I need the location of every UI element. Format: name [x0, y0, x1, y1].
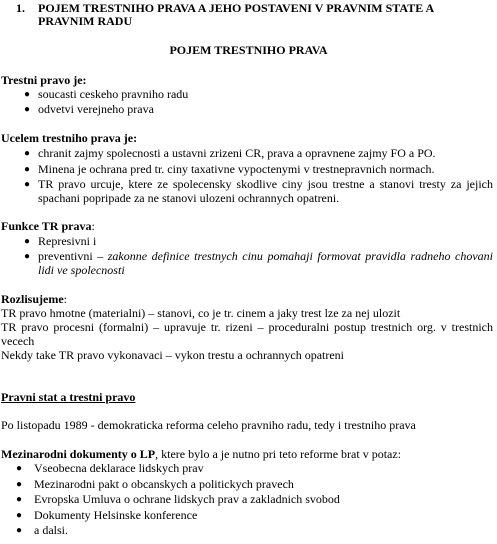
list-item: a dalsi.	[34, 523, 68, 537]
mezinarodni-label-rest: , ktere bylo a je nutno pri teto reforme brat v potaz:	[155, 447, 402, 461]
bullet-icon: ●	[24, 164, 31, 175]
rozlisujeme-heading	[1, 292, 67, 307]
list-item: Evropska Umluva o ochrane lidskych prav a zakladnich svobod	[34, 492, 340, 506]
list-item: chranit zajmy spolecnosti a ustavni zrizeni CR, prava a opravnene zajmy FO a PO.	[38, 146, 436, 160]
bullet-icon: ●	[16, 479, 23, 490]
bullet-icon: ●	[24, 179, 31, 190]
bullet-icon: ●	[16, 510, 23, 521]
ucelem-label: Ucelem trestniho prava je:	[1, 131, 138, 145]
rozlisujeme-line: Nekdy take TR pravo vykonavaci – vykon trestu a ochrannych opatreni	[1, 348, 345, 362]
pravni-stat-heading: Pravni stat a trestni pravo	[1, 390, 136, 404]
list-item-line: spachani popripade za ne stanovi ulozeni ochrannych opatreni.	[38, 191, 340, 205]
bullet-icon: ●	[24, 236, 31, 247]
bullet-icon: ●	[24, 251, 31, 262]
heading-number: 1.	[16, 1, 25, 15]
funkce-item2-italic: zakonne definice trestnych cinu pomahaji formovat pravidla radneho chovani	[107, 249, 493, 263]
list-item-line: lidi ve spolecnosti	[38, 263, 125, 277]
bullet-icon: ●	[24, 148, 31, 159]
rozlisujeme-line: vecech	[1, 334, 35, 348]
rozlisujeme-label: Rozlisujeme	[1, 292, 64, 306]
list-item: odvetvi verejneho prava	[38, 102, 154, 116]
funkce-heading	[1, 219, 95, 234]
rozlisujeme-colon: :	[63, 292, 67, 306]
funkce-colon: :	[91, 219, 95, 233]
mezinarodni-heading	[1, 447, 401, 462]
bullet-icon: ●	[16, 525, 23, 536]
trestni-pravo-label: Trestni pravo je:	[1, 73, 87, 87]
list-item: Dokumenty Helsinske konference	[34, 508, 198, 522]
rozlisujeme-line: TR pravo hmotne (materialni) – stanovi, co je tr. cinem a jaky trest lze za nej ulozit	[1, 306, 401, 320]
bullet-icon: ●	[24, 89, 31, 100]
list-item: Vseobecna deklarace lidskych prav	[34, 461, 204, 475]
list-item-line	[38, 249, 493, 264]
section-title: POJEM TRESTNIHO PRAVA	[169, 43, 328, 57]
heading-line-1: POJEM TRESTNIHO PRAVA A JEHO POSTAVENI V PRAVNIM STATE A	[38, 1, 435, 15]
rozlisujeme-line: TR pravo procesni (formalni) – upravuje tr. rizeni – proceduralni postup trestnich org. v trestnich	[1, 320, 493, 334]
funkce-item2-plain: preventivni –	[38, 249, 108, 263]
list-item: Mezinarodni pakt o obcanskych a politickych pravech	[34, 477, 294, 491]
list-item: Minena je ochrana pred tr. ciny taxativne vypoctenymi v trestnepravnich normach.	[38, 162, 435, 176]
bullet-icon: ●	[24, 104, 31, 115]
bullet-icon: ●	[16, 463, 23, 474]
mezinarodni-label: Mezinarodni dokumenty o LP	[1, 447, 156, 461]
funkce-label: Funkce TR prava	[1, 219, 92, 233]
list-item: soucasti ceskeho pravniho radu	[38, 87, 189, 101]
bullet-icon: ●	[16, 494, 23, 505]
pravni-stat-text: Po listopadu 1989 - demokraticka reforma celeho pravniho radu, tedy i trestniho prava	[1, 418, 416, 432]
list-item: Represivni i	[38, 234, 97, 248]
list-item-line: TR pravo urcuje, ktere ze spolecensky skodlive ciny jsou trestne a stanovi tresty za jejich	[38, 177, 493, 191]
heading-line-2: PRAVNIM RADU	[38, 14, 133, 28]
